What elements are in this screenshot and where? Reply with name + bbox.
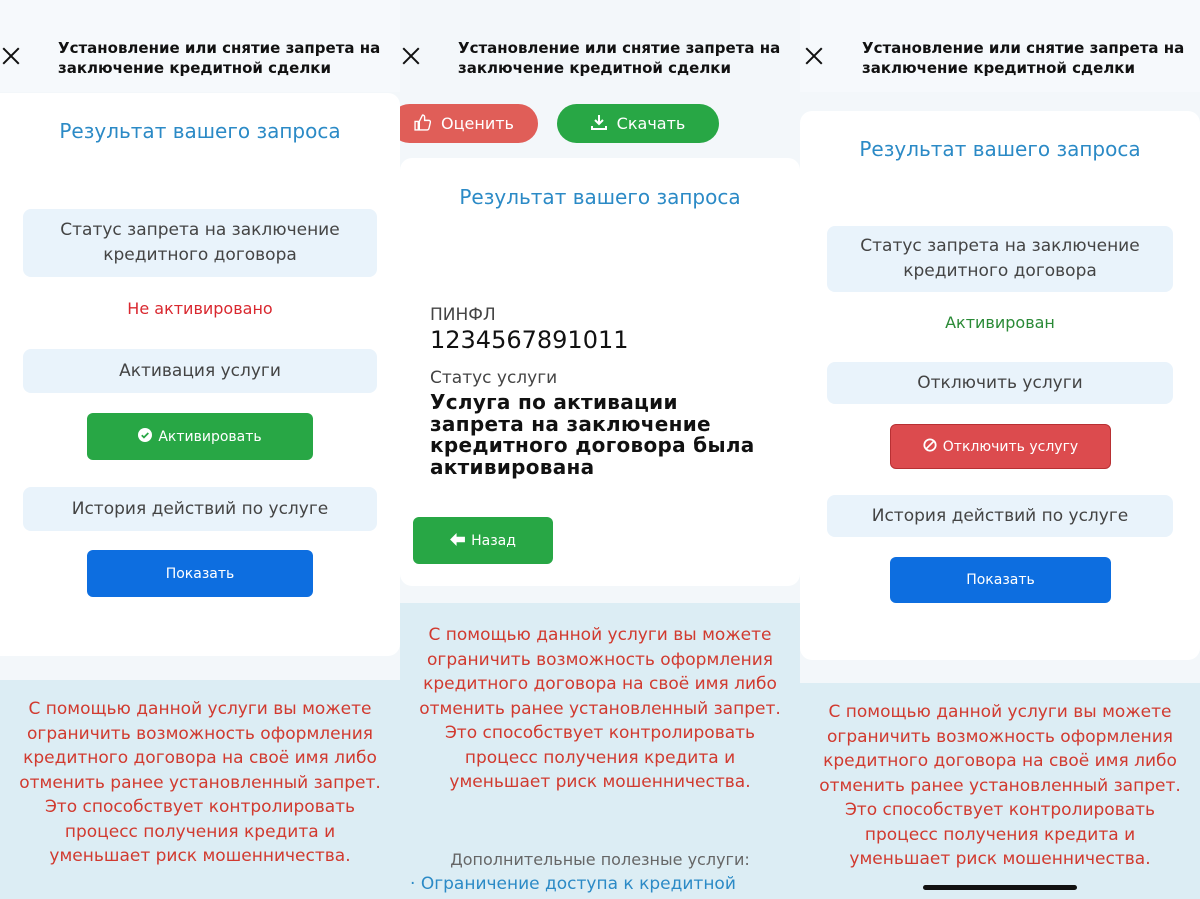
disable-button[interactable]: [890, 424, 1111, 469]
extra-services-link-label: Ограничение доступа к кредитной: [420, 874, 736, 894]
status-value: Активирован: [945, 313, 1055, 332]
download-icon: [591, 114, 607, 133]
info-text-1: С помощью данной услуги вы можете ограничить возможность оформления кредитного договора на своё имя либо отменить ранее установленный запрет.: [19, 699, 381, 793]
history-box: История действий по услуге: [827, 495, 1173, 537]
disable-box: Отключить услуги: [827, 362, 1173, 404]
bullet: ·: [410, 874, 421, 894]
info-text-2: Это способствует контролировать процесс получения кредита и уменьшает риск мошенничества.: [44, 797, 356, 866]
result-card: [800, 111, 1200, 660]
info-text-1: С помощью данной услуги вы можете ограничить возможность оформления кредитного договора на своё имя либо отменить ранее установленный запрет.: [819, 702, 1181, 796]
pinfl-value: 1234567891011: [430, 326, 629, 354]
close-icon[interactable]: [0, 45, 22, 67]
history-box: История действий по услуге: [23, 487, 377, 531]
show-button-label: Показать: [966, 572, 1035, 588]
status-value: Не активировано: [127, 299, 273, 318]
check-circle-icon: [138, 428, 152, 445]
back-button-label: Назад: [471, 532, 516, 549]
arrow-left-icon: [450, 533, 465, 549]
screen-active: [800, 0, 1200, 899]
ban-icon: [923, 438, 937, 455]
card-title: Результат вашего запроса: [859, 137, 1141, 161]
home-indicator: [923, 885, 1077, 890]
activate-button-label: Активировать: [158, 428, 262, 445]
page-title: Установление или снятие запрета на заключение кредитной сделки: [458, 39, 781, 77]
service-status-label: Статус услуги: [430, 368, 558, 388]
header: [0, 0, 400, 92]
rate-button[interactable]: [400, 104, 538, 143]
show-button[interactable]: [890, 557, 1111, 603]
screen-result: [400, 0, 800, 899]
page-title: Установление или снятие запрета на заключение кредитной сделки: [862, 39, 1185, 77]
info-text-1: С помощью данной услуги вы можете ограничить возможность оформления кредитного договора на своё имя либо отменить ранее установленный запрет.: [419, 625, 781, 719]
header: [400, 0, 800, 100]
download-button[interactable]: [557, 104, 719, 143]
show-button-label: Показать: [165, 565, 235, 582]
result-card: [0, 93, 400, 656]
info-section: [0, 680, 400, 899]
info-section: [800, 683, 1200, 899]
activation-box: Активация услуги: [23, 349, 377, 393]
info-text-2: Это способствует контролировать процесс получения кредита и уменьшает риск мошенничества.: [844, 800, 1156, 869]
card-title: Результат вашего запроса: [59, 119, 341, 143]
close-icon[interactable]: [803, 45, 825, 67]
ban-status-box: Статус запрета на заключение кредитного договора: [23, 209, 377, 277]
download-button-label: Скачать: [616, 114, 686, 133]
show-button[interactable]: [87, 550, 313, 597]
close-icon[interactable]: [400, 45, 422, 67]
back-button[interactable]: [413, 517, 553, 564]
header: [800, 0, 1200, 92]
disable-button-label: Отключить услугу: [942, 438, 1079, 455]
page-title: Установление или снятие запрета на заключение кредитной сделки: [58, 39, 381, 77]
thumbs-up-icon: [414, 114, 431, 134]
activate-button[interactable]: [87, 413, 313, 460]
extra-services-title: Дополнительные полезные услуги:: [450, 850, 750, 869]
extra-services-link[interactable]: [410, 874, 736, 894]
pinfl-label: ПИНФЛ: [430, 305, 496, 325]
card-title: Результат вашего запроса: [459, 185, 741, 209]
service-status-value: Услуга по активации запрета на заключение кредитного договора была активирована: [430, 390, 755, 479]
ban-status-box: Статус запрета на заключение кредитного договора: [827, 226, 1173, 292]
screen-inactive: [0, 0, 400, 899]
rate-button-label: Оценить: [441, 114, 514, 133]
info-text-2: Это способствует контролировать процесс получения кредита и уменьшает риск мошенничества.: [444, 723, 756, 792]
